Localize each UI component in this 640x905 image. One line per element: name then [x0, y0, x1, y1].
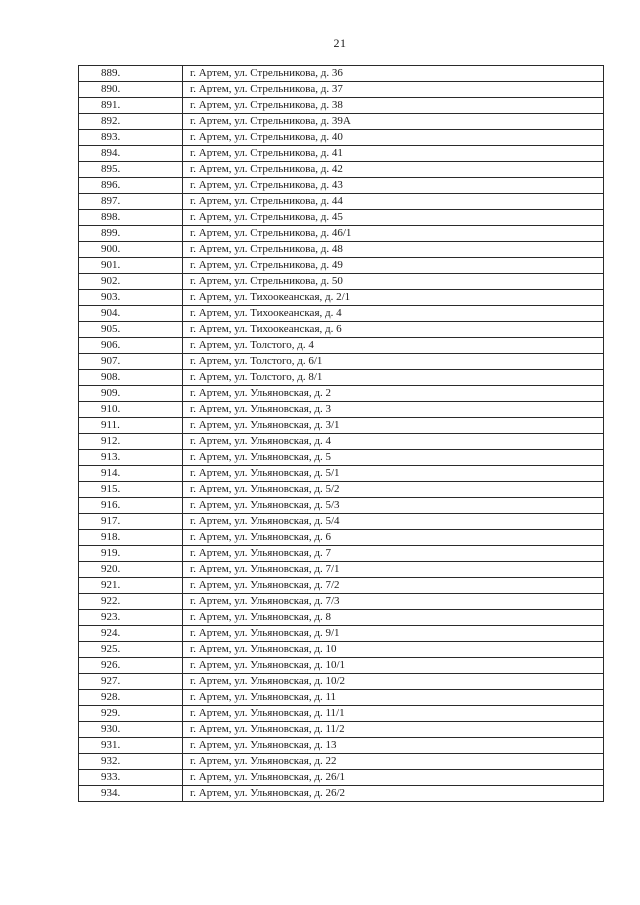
row-number-cell: 916. — [79, 498, 183, 514]
row-number-cell: 915. — [79, 482, 183, 498]
row-number-cell: 902. — [79, 274, 183, 290]
address-cell: г. Артем, ул. Ульяновская, д. 13 — [183, 738, 604, 754]
row-number-cell: 897. — [79, 194, 183, 210]
address-cell: г. Артем, ул. Ульяновская, д. 3/1 — [183, 418, 604, 434]
table-row — [79, 386, 604, 402]
table-row — [79, 274, 604, 290]
row-number-cell: 892. — [79, 114, 183, 130]
table-row — [79, 306, 604, 322]
table-row — [79, 498, 604, 514]
address-cell: г. Артем, ул. Стрельникова, д. 48 — [183, 242, 604, 258]
address-cell: г. Артем, ул. Ульяновская, д. 2 — [183, 386, 604, 402]
table-row — [79, 162, 604, 178]
address-cell: г. Артем, ул. Ульяновская, д. 26/2 — [183, 786, 604, 802]
row-number-cell: 890. — [79, 82, 183, 98]
address-cell: г. Артем, ул. Стрельникова, д. 37 — [183, 82, 604, 98]
table-row — [79, 642, 604, 658]
table-row — [79, 434, 604, 450]
address-cell: г. Артем, ул. Стрельникова, д. 40 — [183, 130, 604, 146]
address-cell: г. Артем, ул. Стрельникова, д. 46/1 — [183, 226, 604, 242]
row-number-cell: 901. — [79, 258, 183, 274]
address-table — [78, 65, 604, 802]
address-cell: г. Артем, ул. Ульяновская, д. 5/1 — [183, 466, 604, 482]
address-cell: г. Артем, ул. Тихоокеанская, д. 6 — [183, 322, 604, 338]
page-number: 21 — [333, 36, 347, 50]
row-number-cell: 922. — [79, 594, 183, 610]
address-cell: г. Артем, ул. Ульяновская, д. 7/1 — [183, 562, 604, 578]
row-number-cell: 924. — [79, 626, 183, 642]
address-cell: г. Артем, ул. Стрельникова, д. 44 — [183, 194, 604, 210]
row-number-cell: 903. — [79, 290, 183, 306]
row-number-cell: 920. — [79, 562, 183, 578]
table-row — [79, 194, 604, 210]
address-cell: г. Артем, ул. Ульяновская, д. 5/4 — [183, 514, 604, 530]
address-cell: г. Артем, ул. Ульяновская, д. 5/3 — [183, 498, 604, 514]
address-cell: г. Артем, ул. Стрельникова, д. 49 — [183, 258, 604, 274]
table-row — [79, 722, 604, 738]
row-number-cell: 925. — [79, 642, 183, 658]
address-cell: г. Артем, ул. Стрельникова, д. 50 — [183, 274, 604, 290]
table-row — [79, 482, 604, 498]
table-row — [79, 786, 604, 802]
table-row — [79, 418, 604, 434]
address-cell: г. Артем, ул. Тихоокеанская, д. 2/1 — [183, 290, 604, 306]
row-number-cell: 934. — [79, 786, 183, 802]
row-number-cell: 914. — [79, 466, 183, 482]
table-row — [79, 738, 604, 754]
table-row — [79, 450, 604, 466]
address-cell: г. Артем, ул. Стрельникова, д. 39А — [183, 114, 604, 130]
row-number-cell: 919. — [79, 546, 183, 562]
table-row — [79, 578, 604, 594]
table-row — [79, 610, 604, 626]
row-number-cell: 927. — [79, 674, 183, 690]
table-row — [79, 98, 604, 114]
address-cell: г. Артем, ул. Толстого, д. 6/1 — [183, 354, 604, 370]
address-cell: г. Артем, ул. Стрельникова, д. 43 — [183, 178, 604, 194]
table-row — [79, 754, 604, 770]
row-number-cell: 926. — [79, 658, 183, 674]
row-number-cell: 895. — [79, 162, 183, 178]
table-row — [79, 530, 604, 546]
address-cell: г. Артем, ул. Ульяновская, д. 7/3 — [183, 594, 604, 610]
address-cell: г. Артем, ул. Стрельникова, д. 42 — [183, 162, 604, 178]
address-cell: г. Артем, ул. Ульяновская, д. 10/2 — [183, 674, 604, 690]
address-cell: г. Артем, ул. Стрельникова, д. 38 — [183, 98, 604, 114]
row-number-cell: 910. — [79, 402, 183, 418]
table-row — [79, 82, 604, 98]
table-row — [79, 114, 604, 130]
address-cell: г. Артем, ул. Стрельникова, д. 41 — [183, 146, 604, 162]
row-number-cell: 889. — [79, 66, 183, 82]
table-row — [79, 594, 604, 610]
row-number-cell: 908. — [79, 370, 183, 386]
address-cell: г. Артем, ул. Ульяновская, д. 3 — [183, 402, 604, 418]
row-number-cell: 900. — [79, 242, 183, 258]
address-cell: г. Артем, ул. Стрельникова, д. 36 — [183, 66, 604, 82]
table-row — [79, 402, 604, 418]
address-cell: г. Артем, ул. Ульяновская, д. 8 — [183, 610, 604, 626]
row-number-cell: 898. — [79, 210, 183, 226]
table-row — [79, 562, 604, 578]
row-number-cell: 904. — [79, 306, 183, 322]
table-row — [79, 354, 604, 370]
address-cell: г. Артем, ул. Ульяновская, д. 11 — [183, 690, 604, 706]
table-row — [79, 626, 604, 642]
row-number-cell: 929. — [79, 706, 183, 722]
table-row — [79, 338, 604, 354]
table-row — [79, 674, 604, 690]
row-number-cell: 917. — [79, 514, 183, 530]
address-cell: г. Артем, ул. Ульяновская, д. 22 — [183, 754, 604, 770]
row-number-cell: 899. — [79, 226, 183, 242]
row-number-cell: 893. — [79, 130, 183, 146]
table-row — [79, 514, 604, 530]
address-cell: г. Артем, ул. Ульяновская, д. 4 — [183, 434, 604, 450]
table-row — [79, 690, 604, 706]
row-number-cell: 905. — [79, 322, 183, 338]
table-row — [79, 290, 604, 306]
row-number-cell: 923. — [79, 610, 183, 626]
row-number-cell: 906. — [79, 338, 183, 354]
row-number-cell: 913. — [79, 450, 183, 466]
table-row — [79, 706, 604, 722]
table-row — [79, 130, 604, 146]
address-cell: г. Артем, ул. Ульяновская, д. 11/1 — [183, 706, 604, 722]
address-cell: г. Артем, ул. Ульяновская, д. 11/2 — [183, 722, 604, 738]
address-table-body — [79, 66, 604, 802]
address-cell: г. Артем, ул. Толстого, д. 4 — [183, 338, 604, 354]
address-cell: г. Артем, ул. Тихоокеанская, д. 4 — [183, 306, 604, 322]
row-number-cell: 912. — [79, 434, 183, 450]
address-cell: г. Артем, ул. Толстого, д. 8/1 — [183, 370, 604, 386]
table-row — [79, 658, 604, 674]
address-cell: г. Артем, ул. Ульяновская, д. 10 — [183, 642, 604, 658]
row-number-cell: 891. — [79, 98, 183, 114]
table-row — [79, 546, 604, 562]
table-row — [79, 370, 604, 386]
row-number-cell: 932. — [79, 754, 183, 770]
table-row — [79, 770, 604, 786]
row-number-cell: 928. — [79, 690, 183, 706]
table-row — [79, 146, 604, 162]
table-row — [79, 66, 604, 82]
row-number-cell: 933. — [79, 770, 183, 786]
address-cell: г. Артем, ул. Ульяновская, д. 9/1 — [183, 626, 604, 642]
address-cell: г. Артем, ул. Ульяновская, д. 5 — [183, 450, 604, 466]
row-number-cell: 911. — [79, 418, 183, 434]
address-cell: г. Артем, ул. Стрельникова, д. 45 — [183, 210, 604, 226]
table-row — [79, 210, 604, 226]
table-row — [79, 178, 604, 194]
address-cell: г. Артем, ул. Ульяновская, д. 5/2 — [183, 482, 604, 498]
row-number-cell: 894. — [79, 146, 183, 162]
address-cell: г. Артем, ул. Ульяновская, д. 7 — [183, 546, 604, 562]
row-number-cell: 931. — [79, 738, 183, 754]
row-number-cell: 907. — [79, 354, 183, 370]
table-row — [79, 242, 604, 258]
row-number-cell: 909. — [79, 386, 183, 402]
row-number-cell: 896. — [79, 178, 183, 194]
address-cell: г. Артем, ул. Ульяновская, д. 10/1 — [183, 658, 604, 674]
table-row — [79, 258, 604, 274]
address-cell: г. Артем, ул. Ульяновская, д. 7/2 — [183, 578, 604, 594]
table-row — [79, 322, 604, 338]
row-number-cell: 921. — [79, 578, 183, 594]
row-number-cell: 930. — [79, 722, 183, 738]
table-row — [79, 226, 604, 242]
address-cell: г. Артем, ул. Ульяновская, д. 6 — [183, 530, 604, 546]
address-cell: г. Артем, ул. Ульяновская, д. 26/1 — [183, 770, 604, 786]
row-number-cell: 918. — [79, 530, 183, 546]
table-row — [79, 466, 604, 482]
